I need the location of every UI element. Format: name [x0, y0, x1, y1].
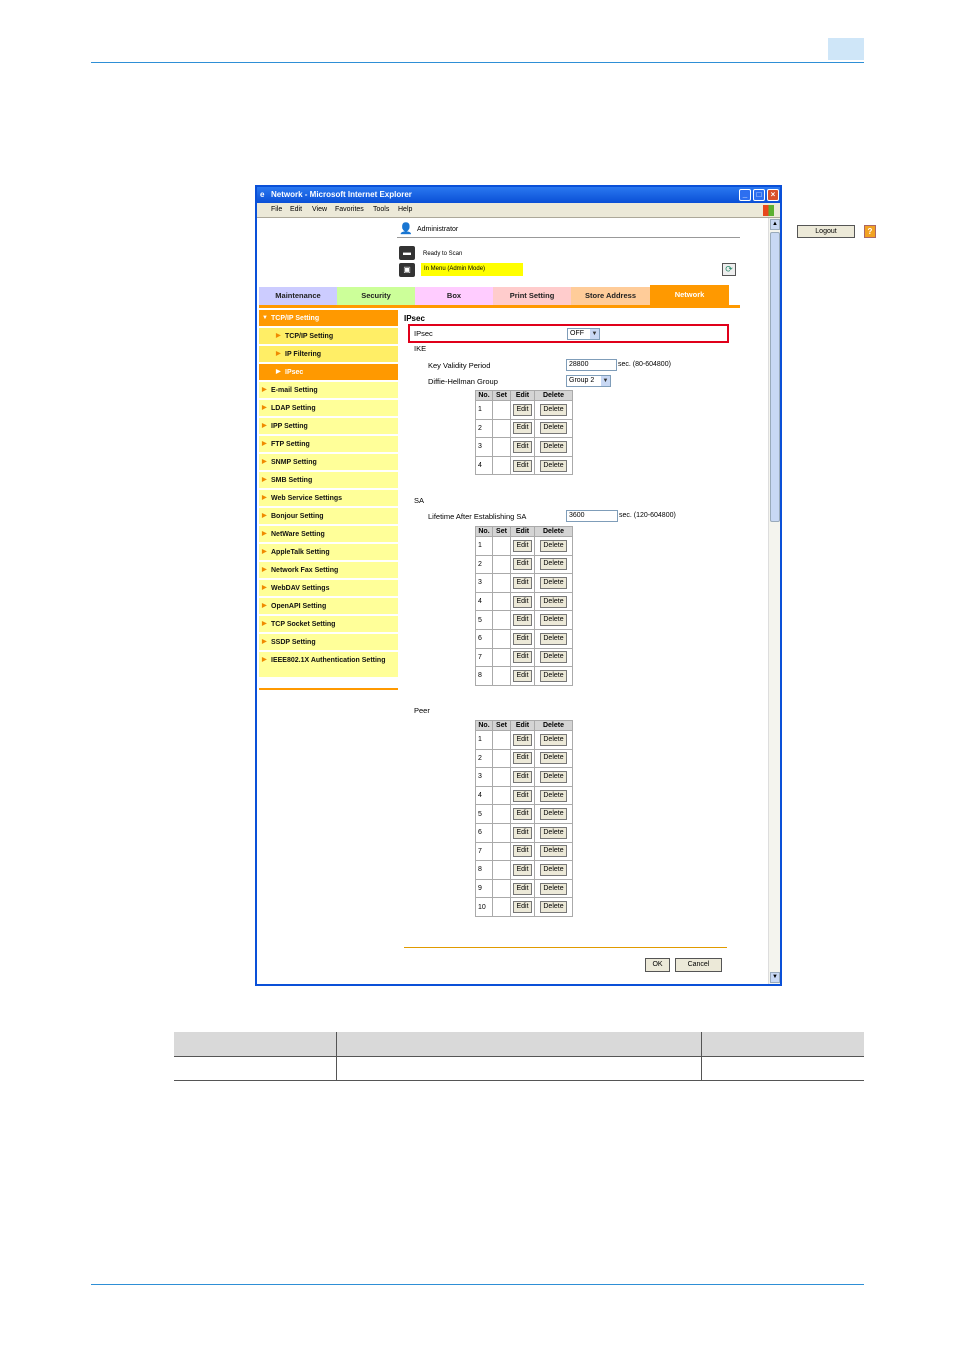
vertical-scrollbar[interactable] [768, 218, 780, 984]
row-number: 7 [476, 648, 493, 667]
table-row [476, 805, 573, 824]
sidebar-item-snmp-setting[interactable]: ▶ SNMP Setting [259, 454, 398, 471]
scroll-down-icon[interactable]: ▼ [770, 972, 780, 983]
delete-button[interactable]: Delete [540, 651, 566, 663]
col-no-header: No. [476, 527, 493, 537]
dh-group-label: Diffie-Hellman Group [428, 377, 498, 386]
panel-bottom-rule [404, 947, 727, 948]
row-number: 3 [476, 768, 493, 787]
table-row [476, 749, 573, 768]
edit-button[interactable]: Edit [513, 633, 531, 645]
table-header-row [476, 721, 573, 731]
sidebar-subitem-ipsec[interactable]: ▶ IPsec [259, 364, 398, 381]
doc-table-header-cell [174, 1032, 336, 1056]
row-number: 1 [476, 401, 493, 420]
delete-button[interactable]: Delete [540, 883, 566, 895]
row-set-cell [493, 555, 511, 574]
table-row [476, 629, 573, 648]
col-edit-header: Edit [511, 721, 535, 731]
sa-lifetime-hint: sec. (120-604800) [619, 512, 676, 519]
delete-button[interactable]: Delete [540, 460, 566, 472]
table-row [476, 667, 573, 686]
sa-lifetime-label: Lifetime After Establishing SA [428, 512, 527, 521]
ie-icon: e [260, 190, 265, 199]
table-row [476, 555, 573, 574]
row-number: 4 [476, 592, 493, 611]
sidebar-item-ftp-setting[interactable]: ▶ FTP Setting [259, 436, 398, 453]
col-edit-header: Edit [511, 527, 535, 537]
col-no-header: No. [476, 391, 493, 401]
edit-button[interactable]: Edit [513, 864, 531, 876]
menu-help[interactable]: Help [398, 206, 413, 213]
expanded-icon: ▼ [262, 315, 268, 321]
delete-button[interactable]: Delete [540, 441, 566, 453]
window-title: Network - Microsoft Internet Explorer [271, 190, 412, 199]
dh-group-select[interactable]: Group 2 ▼ [566, 375, 611, 387]
table-row [476, 438, 573, 457]
col-set-header: Set [493, 391, 511, 401]
key-validity-label: Key Validity Period [428, 361, 491, 370]
tab-print-setting[interactable]: Print Setting [493, 287, 571, 305]
sidebar-subitem-ip-filtering[interactable]: ▶ IP Filtering [259, 346, 398, 363]
title-bar [257, 187, 780, 203]
sidebar-item-smb-setting[interactable]: ▶ SMB Setting [259, 472, 398, 489]
row-set-cell [493, 611, 511, 630]
sidebar-item-email-setting[interactable]: ▶ E-mail Setting [259, 382, 398, 399]
arrow-right-icon: ▶ [262, 603, 267, 609]
arrow-right-icon: ▶ [262, 423, 267, 429]
edit-button[interactable]: Edit [513, 540, 531, 552]
row-number: 1 [476, 537, 493, 556]
sidebar-item-web-service-settings[interactable]: ▶ Web Service Settings [259, 490, 398, 507]
arrow-right-icon: ▶ [262, 405, 267, 411]
row-number: 6 [476, 823, 493, 842]
row-set-cell [493, 731, 511, 750]
row-number: 8 [476, 667, 493, 686]
row-set-cell [493, 768, 511, 787]
scroll-up-icon[interactable]: ▲ [770, 219, 780, 230]
arrow-right-icon: ▶ [262, 441, 267, 447]
table-row [476, 456, 573, 475]
row-number: 8 [476, 861, 493, 880]
page-header-rule [91, 62, 864, 63]
ipsec-select[interactable]: OFF ▼ [567, 328, 600, 340]
table-row [476, 861, 573, 880]
refresh-icon[interactable]: ⟳ [722, 263, 736, 276]
tab-store-address[interactable]: Store Address [571, 287, 650, 305]
edit-button[interactable]: Edit [513, 901, 531, 913]
row-number: 7 [476, 842, 493, 861]
row-number: 6 [476, 629, 493, 648]
sidebar-item-openapi-setting[interactable]: ▶ OpenAPI Setting [259, 598, 398, 615]
table-row [476, 823, 573, 842]
row-set-cell [493, 823, 511, 842]
sidebar-subitem-tcpip-setting[interactable]: ▶ TCP/IP Setting [259, 328, 398, 345]
cancel-button[interactable]: Cancel [675, 958, 722, 972]
row-set-cell [493, 537, 511, 556]
ipsec-highlight [408, 324, 729, 343]
edit-button[interactable]: Edit [513, 441, 531, 453]
edit-button[interactable]: Edit [513, 404, 531, 416]
arrow-right-icon: ▶ [262, 585, 267, 591]
delete-button[interactable]: Delete [540, 901, 566, 913]
row-number: 2 [476, 419, 493, 438]
delete-button[interactable]: Delete [540, 614, 566, 626]
delete-button[interactable]: Delete [540, 734, 566, 746]
edit-button[interactable]: Edit [513, 790, 531, 802]
row-number: 5 [476, 611, 493, 630]
edit-button[interactable]: Edit [513, 614, 531, 626]
sidebar-item-tcpip-setting[interactable]: ▼ TCP/IP Setting [259, 310, 398, 327]
delete-button[interactable]: Delete [540, 670, 566, 682]
peer-table [475, 720, 573, 917]
menu-bar [257, 203, 780, 218]
arrow-right-icon: ▶ [262, 549, 267, 555]
help-button[interactable]: ? [864, 225, 876, 238]
admin-name: Administrator [417, 226, 459, 233]
edit-button[interactable]: Edit [513, 558, 531, 570]
col-set-header: Set [493, 721, 511, 731]
row-set-cell [493, 438, 511, 457]
row-number: 3 [476, 574, 493, 593]
menu-tools[interactable]: Tools [373, 206, 390, 213]
col-delete-header: Delete [535, 721, 573, 731]
logout-button[interactable]: Logout [797, 225, 855, 238]
row-set-cell [493, 749, 511, 768]
table-row [476, 592, 573, 611]
doc-table-cell [174, 1056, 336, 1080]
table-row [476, 786, 573, 805]
row-set-cell [493, 667, 511, 686]
doc-table-cell [701, 1056, 864, 1080]
arrow-right-icon: ▶ [262, 387, 267, 393]
status-text: Ready to Scan [423, 251, 463, 257]
table-row [476, 879, 573, 898]
tab-box[interactable]: Box [415, 287, 493, 305]
doc-table-cell [336, 1056, 701, 1080]
sidebar-item-ipp-setting[interactable]: ▶ IPP Setting [259, 418, 398, 435]
sidebar-item-ldap-setting[interactable]: ▶ LDAP Setting [259, 400, 398, 417]
delete-button[interactable]: Delete [540, 633, 566, 645]
chevron-down-icon: ▼ [591, 331, 598, 337]
col-delete-header: Delete [535, 527, 573, 537]
ike-heading: IKE [414, 344, 427, 353]
delete-button[interactable]: Delete [540, 577, 566, 589]
table-row [476, 401, 573, 420]
arrow-right-icon: ▶ [262, 657, 267, 663]
tab-maintenance[interactable]: Maintenance [259, 287, 337, 305]
minimize-button[interactable]: _ [739, 189, 751, 201]
sidebar-item-bonjour-setting[interactable]: ▶ Bonjour Setting [259, 508, 398, 525]
edit-button[interactable]: Edit [513, 845, 531, 857]
mode-indicator: In Menu (Admin Mode) [421, 263, 523, 276]
row-set-cell [493, 456, 511, 475]
row-number: 2 [476, 555, 493, 574]
table-header-row [476, 527, 573, 537]
key-validity-input[interactable]: 28800 [566, 359, 617, 371]
windows-logo-icon [763, 205, 774, 216]
edit-button[interactable]: Edit [513, 670, 531, 682]
table-row [476, 574, 573, 593]
delete-button[interactable]: Delete [540, 752, 566, 764]
key-validity-hint: sec. (80-604800) [618, 361, 671, 368]
row-number: 4 [476, 456, 493, 475]
row-set-cell [493, 861, 511, 880]
delete-button[interactable]: Delete [540, 808, 566, 820]
doc-table-header-row [174, 1032, 864, 1056]
sidebar-item-tcp-socket-setting[interactable]: ▶ TCP Socket Setting [259, 616, 398, 633]
row-set-cell [493, 574, 511, 593]
page-footer-rule [91, 1284, 864, 1285]
table-row [476, 648, 573, 667]
scanner-icon: ▬ [399, 246, 415, 260]
doc-table-row [174, 1056, 864, 1080]
sa-heading: SA [414, 496, 425, 505]
tab-underline [259, 305, 740, 308]
doc-table-header-cell [336, 1032, 701, 1056]
ipsec-label: IPsec [414, 329, 433, 338]
arrow-right-icon: ▶ [262, 621, 267, 627]
row-set-cell [493, 629, 511, 648]
row-set-cell [493, 592, 511, 611]
ok-button[interactable]: OK [645, 958, 670, 972]
arrow-right-icon: ▶ [262, 639, 267, 645]
sidebar-bottom-rule [259, 688, 398, 690]
scroll-thumb[interactable] [770, 232, 780, 522]
edit-button[interactable]: Edit [513, 883, 531, 895]
row-set-cell [493, 842, 511, 861]
chevron-down-icon: ▼ [602, 378, 609, 384]
table-row [476, 611, 573, 630]
table-header-row [476, 391, 573, 401]
col-delete-header: Delete [535, 391, 573, 401]
row-set-cell [493, 805, 511, 824]
delete-button[interactable]: Delete [540, 771, 566, 783]
row-set-cell [493, 898, 511, 917]
edit-button[interactable]: Edit [513, 808, 531, 820]
delete-button[interactable]: Delete [540, 404, 566, 416]
arrow-right-icon: ▶ [262, 477, 267, 483]
edit-button[interactable]: Edit [513, 651, 531, 663]
menu-file[interactable]: File [271, 206, 283, 213]
table-row [476, 842, 573, 861]
doc-table-header-cell [701, 1032, 864, 1056]
edit-button[interactable]: Edit [513, 752, 531, 764]
table-row [476, 731, 573, 750]
row-set-cell [493, 786, 511, 805]
col-set-header: Set [493, 527, 511, 537]
arrow-right-icon: ▶ [262, 513, 267, 519]
admin-user-icon: 👤 [399, 223, 413, 235]
close-button[interactable]: × [767, 189, 779, 201]
peer-heading: Peer [414, 706, 430, 715]
row-number: 9 [476, 879, 493, 898]
row-number: 4 [476, 786, 493, 805]
arrow-right-icon: ▶ [262, 495, 267, 501]
row-number: 10 [476, 898, 493, 917]
sidebar-item-ssdp-setting[interactable]: ▶ SSDP Setting [259, 634, 398, 651]
page-header-tab [828, 38, 864, 60]
edit-button[interactable]: Edit [513, 771, 531, 783]
edit-button[interactable]: Edit [513, 734, 531, 746]
menu-edit[interactable]: Edit [290, 206, 303, 213]
arrow-right-icon: ▶ [262, 459, 267, 465]
ike-table [475, 390, 573, 475]
menu-favorites[interactable]: Favorites [335, 206, 364, 213]
browser-window [255, 185, 873, 986]
arrow-right-icon: ▶ [276, 369, 281, 375]
edit-button[interactable]: Edit [513, 577, 531, 589]
edit-button[interactable]: Edit [513, 460, 531, 472]
row-set-cell [493, 879, 511, 898]
arrow-right-icon: ▶ [262, 567, 267, 573]
row-number: 5 [476, 805, 493, 824]
delete-button[interactable]: Delete [540, 422, 566, 434]
tab-bar [259, 285, 740, 307]
delete-button[interactable]: Delete [540, 864, 566, 876]
row-set-cell [493, 401, 511, 420]
delete-button[interactable]: Delete [540, 540, 566, 552]
page-content [257, 218, 873, 984]
maximize-button[interactable]: □ [753, 189, 765, 201]
sidebar-item-appletalk-setting[interactable]: ▶ AppleTalk Setting [259, 544, 398, 561]
delete-button[interactable]: Delete [540, 845, 566, 857]
page-title: IPsec [404, 314, 425, 323]
delete-button[interactable]: Delete [540, 596, 566, 608]
arrow-right-icon: ▶ [276, 333, 281, 339]
arrow-right-icon: ▶ [262, 531, 267, 537]
row-number: 2 [476, 749, 493, 768]
sa-lifetime-input[interactable]: 3600 [566, 510, 618, 522]
doc-table [174, 1032, 864, 1081]
sidebar-item-ieee8021x-setting[interactable]: ▶ IEEE802.1X Authentication Setting [259, 652, 398, 678]
row-number: 3 [476, 438, 493, 457]
menu-view[interactable]: View [312, 206, 328, 213]
table-row [476, 537, 573, 556]
sidebar-item-webdav-settings[interactable]: ▶ WebDAV Settings [259, 580, 398, 597]
table-row [476, 898, 573, 917]
tab-network[interactable]: Network [650, 285, 729, 305]
sidebar-item-network-fax-setting[interactable]: ▶ Network Fax Setting [259, 562, 398, 579]
edit-button[interactable]: Edit [513, 422, 531, 434]
device-icon: ▣ [399, 263, 415, 277]
tab-security[interactable]: Security [337, 287, 415, 305]
row-set-cell [493, 419, 511, 438]
row-set-cell [493, 648, 511, 667]
table-row [476, 419, 573, 438]
col-no-header: No. [476, 721, 493, 731]
delete-button[interactable]: Delete [540, 558, 566, 570]
delete-button[interactable]: Delete [540, 827, 566, 839]
edit-button[interactable]: Edit [513, 827, 531, 839]
arrow-right-icon: ▶ [276, 351, 281, 357]
sa-table [475, 526, 573, 686]
admin-bar [397, 222, 873, 238]
row-number: 1 [476, 731, 493, 750]
delete-button[interactable]: Delete [540, 790, 566, 802]
edit-button[interactable]: Edit [513, 596, 531, 608]
table-row [476, 768, 573, 787]
sidebar-item-netware-setting[interactable]: ▶ NetWare Setting [259, 526, 398, 543]
col-edit-header: Edit [511, 391, 535, 401]
